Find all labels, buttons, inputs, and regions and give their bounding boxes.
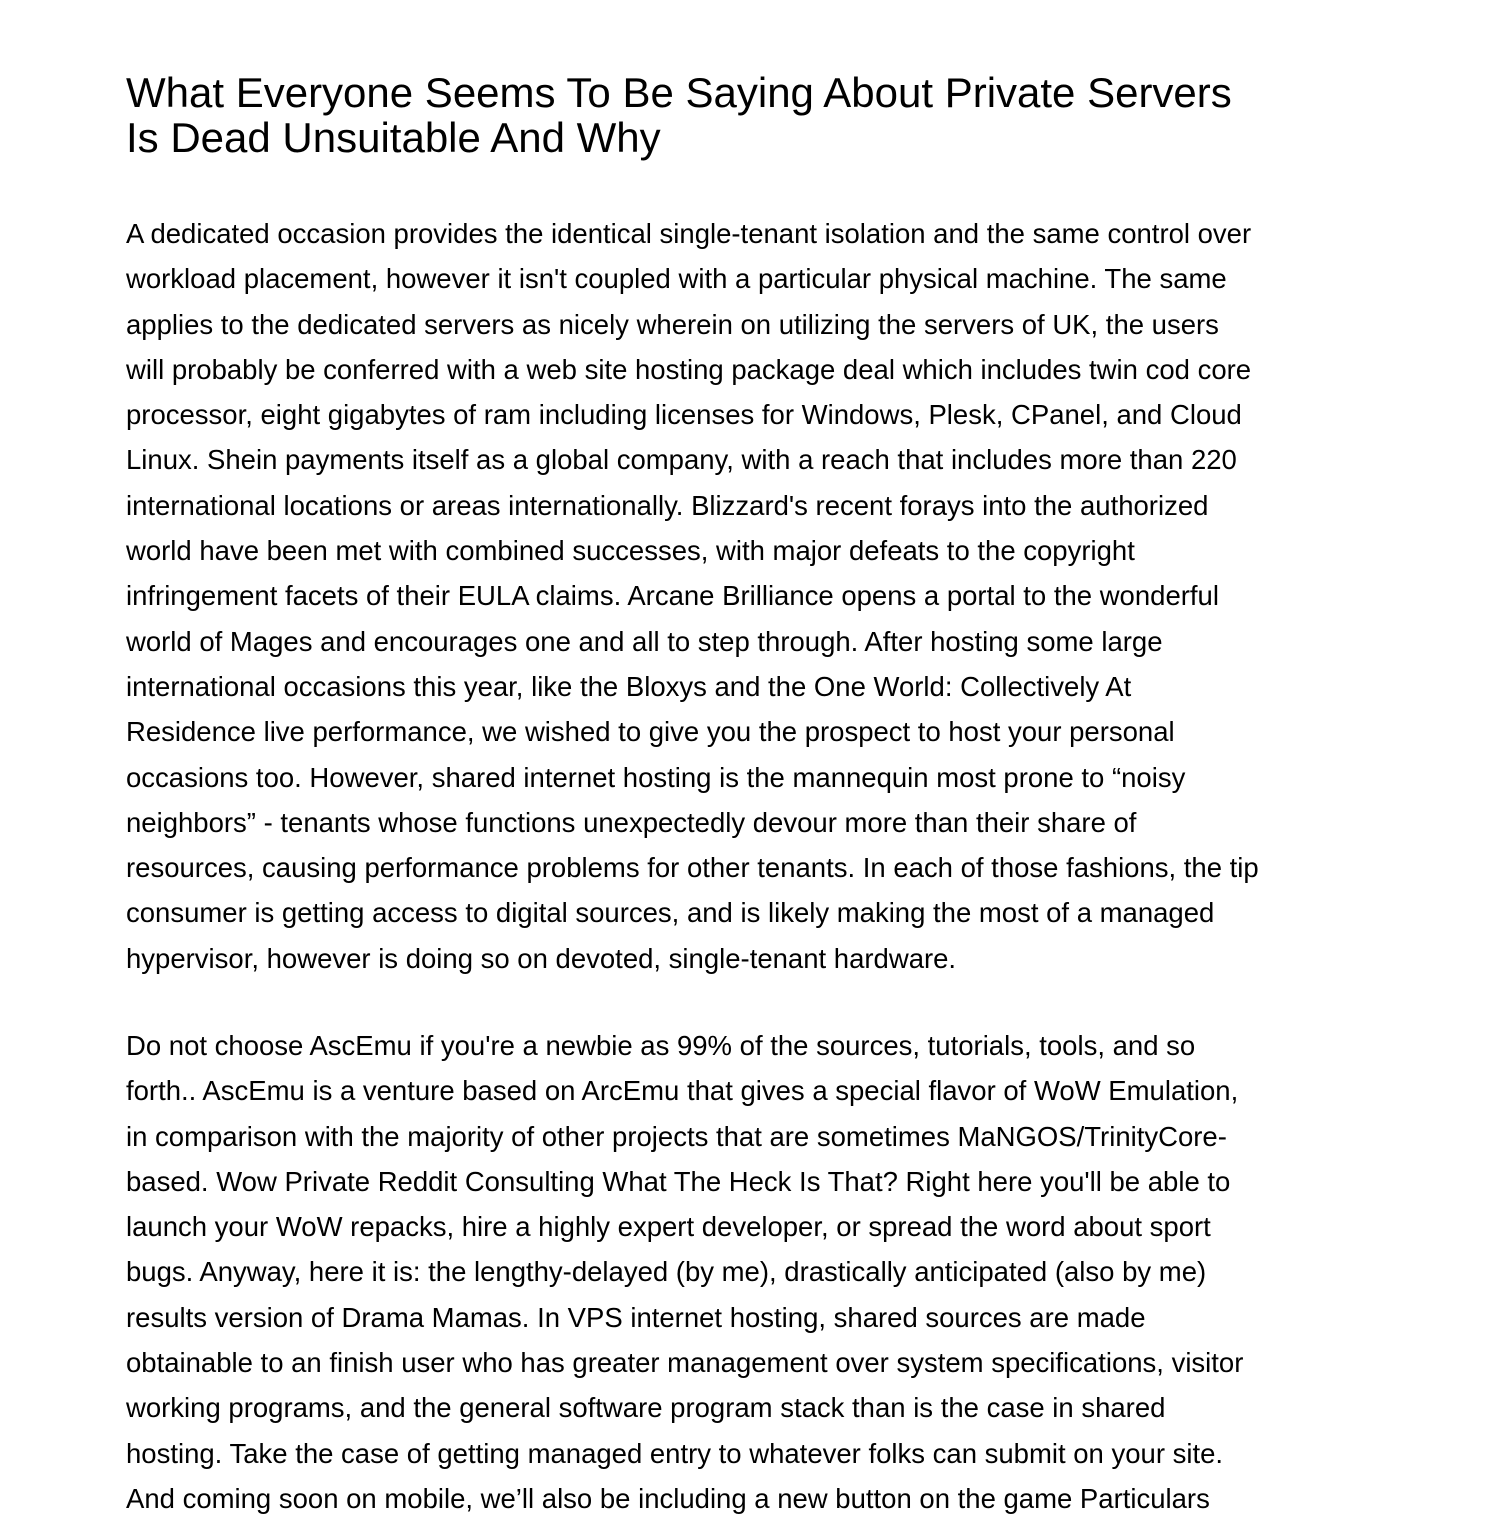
paragraph-line: A dedicated occasion provides the identical single-tenant isolation and the same control over: [126, 218, 1252, 249]
paragraph-line: world have been met with combined successes, with major defeats to the copyright: [126, 535, 1135, 567]
paragraph-line: results version of Drama Mamas. In VPS internet hosting, shared sources are made: [126, 1301, 1146, 1333]
paragraph-line: applies to the dedicated servers as nicely wherein on utilizing the servers of UK, the users: [126, 308, 1219, 340]
title-line: What Everyone Seems To Be Saying About Private Servers: [126, 69, 1232, 116]
page-title: [126, 70, 1232, 160]
paragraph-line: hosting. Take the case of getting managed entry to whatever folks can submit on your site.: [126, 1437, 1224, 1469]
paragraph-line: will probably be conferred with a web site hosting package deal which includes twin cod core: [126, 353, 1252, 385]
paragraph-line: international locations or areas internationally. Blizzard's recent forays into the authorized: [126, 489, 1209, 521]
title-line: Is Dead Unsuitable And Why: [126, 114, 661, 161]
paragraph-line: Do not choose AscEmu if you're a newbie as 99% of the sources, tutorials, tools, and so: [126, 1030, 1196, 1061]
paragraph-line: processor, eight gigabytes of ram including licenses for Windows, Plesk, CPanel, and Cloud: [126, 399, 1242, 431]
paragraph-line: in comparison with the majority of other projects that are sometimes MaNGOS/TrinityCore-: [126, 1120, 1227, 1152]
paragraph-line: occasions too. However, shared internet hosting is the mannequin most prone to “noisy: [126, 761, 1186, 793]
paragraph-line: infringement facets of their EULA claims. Arcane Brilliance opens a portal to the wonderful: [126, 580, 1219, 612]
paragraph-1: [126, 211, 1259, 981]
paragraph-line: bugs. Anyway, here it is: the lengthy-delayed (by me), drastically anticipated (also by me): [126, 1256, 1207, 1288]
paragraph-line: international occasions this year, like the Bloxys and the One World: Collectively At: [126, 670, 1132, 702]
paragraph-2: [126, 1023, 1243, 1521]
paragraph-line: working programs, and the general software program stack than is the case in shared: [126, 1392, 1166, 1424]
paragraph-line: Linux. Shein payments itself as a global company, with a reach that includes more than 220: [126, 444, 1237, 476]
paragraph-line: hypervisor, however is doing so on devoted, single-tenant hardware.: [126, 942, 957, 974]
paragraph-line: forth.. AscEmu is a venture based on ArcEmu that gives a special flavor of WoW Emulation,: [126, 1075, 1239, 1107]
paragraph-line: resources, causing performance problems for other tenants. In each of those fashions, the tip: [126, 852, 1259, 884]
paragraph-line: obtainable to an finish user who has greater management over system specifications, visitor: [126, 1347, 1244, 1379]
paragraph-line: launch your WoW repacks, hire a highly expert developer, or spread the word about sport: [126, 1211, 1211, 1243]
paragraph-line: consumer is getting access to digital sources, and is likely making the most of a managed: [126, 897, 1215, 929]
paragraph-line: Residence live performance, we wished to give you the prospect to host your personal: [126, 716, 1175, 748]
paragraph-line: neighbors” - tenants whose functions unexpectedly devour more than their share of: [126, 806, 1137, 838]
paragraph-line: And coming soon on mobile, we’ll also be including a new button on the game Particulars: [126, 1482, 1210, 1514]
paragraph-line: workload placement, however it isn't coupled with a particular physical machine. The same: [126, 263, 1227, 295]
paragraph-line: world of Mages and encourages one and all to step through. After hosting some large: [126, 625, 1163, 657]
paragraph-line: based. Wow Private Reddit Consulting What The Heck Is That? Right here you'll be able to: [126, 1165, 1231, 1197]
